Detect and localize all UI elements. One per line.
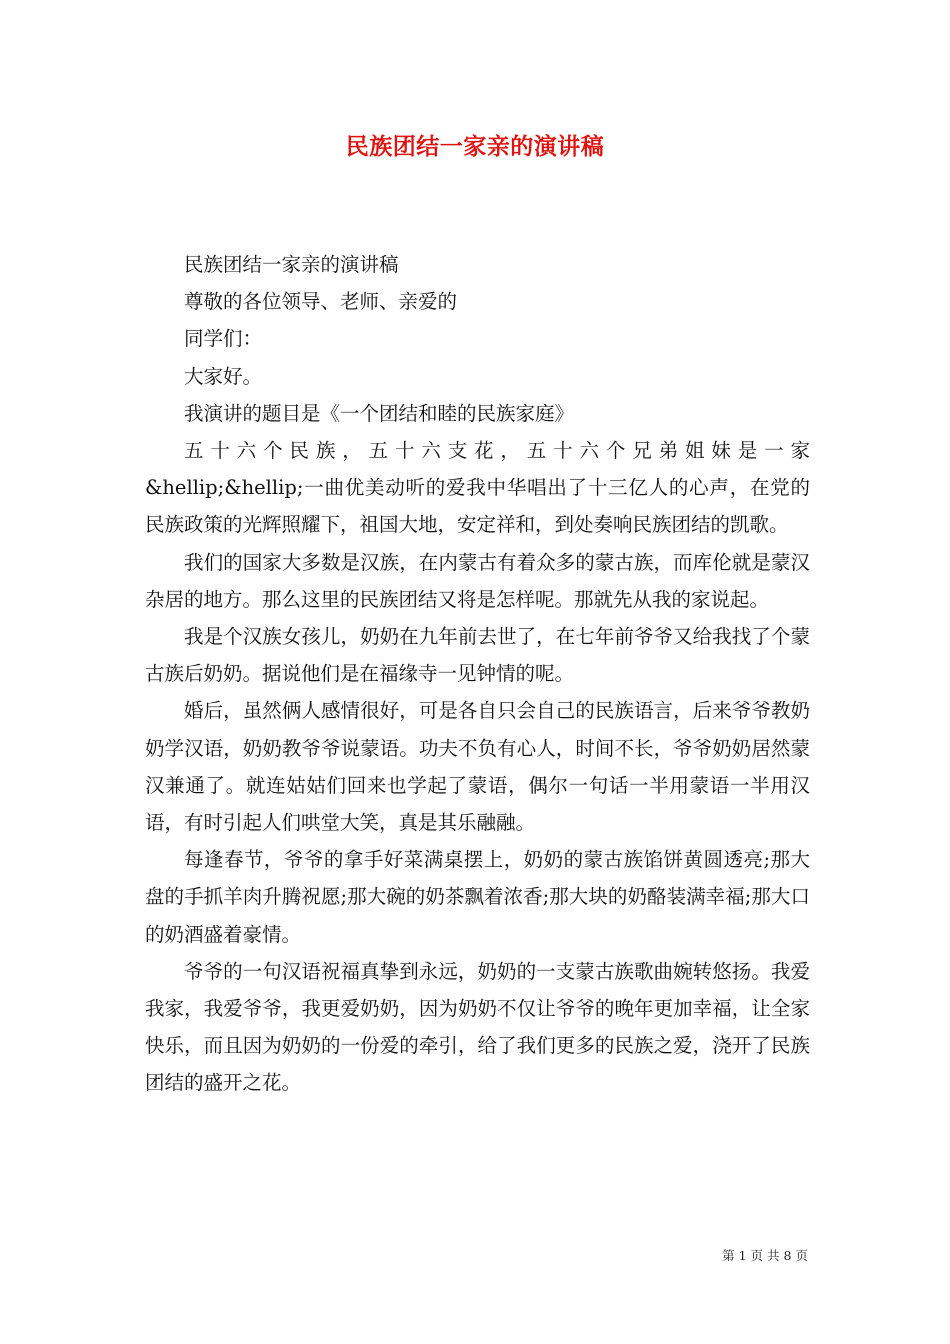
page-current: 1 bbox=[738, 1248, 747, 1263]
paragraph-salutation: 尊敬的各位领导、老师、亲爱的 bbox=[184, 290, 458, 314]
page-number-footer bbox=[722, 1246, 808, 1264]
page-total: 8 bbox=[783, 1248, 792, 1263]
paragraph-heading: 民族团结一家亲的演讲稿 bbox=[184, 253, 399, 276]
paragraph-body: 婚后，虽然俩人感情很好，可是各自只会自己的民族语言，后来爷爷教奶奶学汉语，奶奶教爷爷说蒙语。功夫不负有心人，时间不长，爷爷奶奶居然蒙汉兼通了。就连姑姑们回来也学起了蒙语，偶尔一句话一半用蒙语一半用汉语，有时引起人们哄堂大笑，真是其乐融融。 bbox=[145, 699, 810, 835]
paragraph-greeting: 大家好。 bbox=[184, 364, 263, 388]
paragraph-body: 每逢春节，爷爷的拿手好菜满桌摆上，奶奶的蒙古族馅饼黄圆透亮;那大盘的手抓羊肉升腾祝愿;那大碗的奶茶飘着浓香;那大块的奶酪装满幸福;那大口的奶酒盛着豪情。 bbox=[145, 848, 810, 946]
page-mid: 页 共 bbox=[750, 1248, 780, 1263]
paragraph-body: 我们的国家大多数是汉族，在内蒙古有着众多的蒙古族，而库伦就是蒙汉杂居的地方。那么这里的民族团结又将是怎样呢。那就先从我的家说起。 bbox=[145, 550, 810, 611]
document-title: 民族团结一家亲的演讲稿 bbox=[345, 133, 605, 160]
paragraph-body: 我是个汉族女孩儿，奶奶在九年前去世了，在七年前爷爷又给我找了个蒙古族后奶奶。据说他们是在福缘寺一见钟情的呢。 bbox=[145, 625, 810, 686]
document-body bbox=[145, 246, 810, 1102]
paragraph-body: 爷爷的一句汉语祝福真挚到永远，奶奶的一支蒙古族歌曲婉转悠扬。我爱我家，我爱爷爷，我更爱奶奶，因为奶奶不仅让爷爷的晚年更加幸福，让全家快乐，而且因为奶奶的一份爱的牵引，给了我们更多的民族之爱，浇开了民族团结的盛开之花。 bbox=[145, 959, 810, 1095]
page-suffix: 页 bbox=[795, 1248, 808, 1263]
paragraph-topic: 我演讲的题目是《一个团结和睦的民族家庭》 bbox=[184, 401, 575, 425]
paragraph-body: 五十六个民族，五十六支花，五十六个兄弟姐妹是一家&hellip;&hellip;一曲优美动听的爱我中华唱出了十三亿人的心声，在党的民族政策的光辉照耀下，祖国大地，安定祥和，到处奏响民族团结的凯歌。 bbox=[145, 439, 810, 537]
paragraph-salutation-cont: 同学们： bbox=[184, 327, 263, 351]
page-label: 第 bbox=[722, 1248, 735, 1263]
